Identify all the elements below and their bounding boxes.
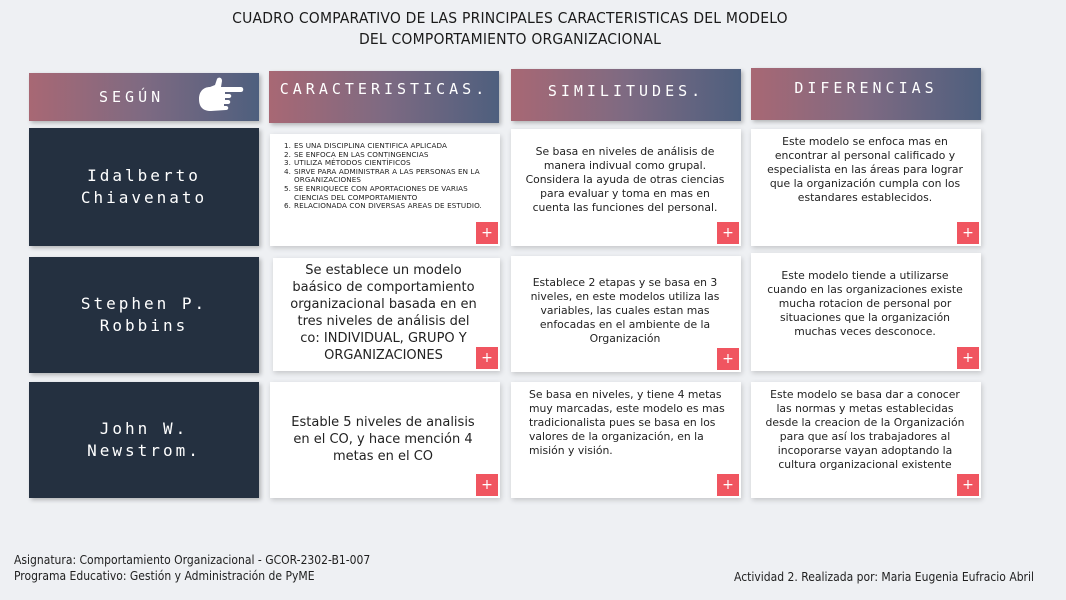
expand-button[interactable]: + <box>957 347 979 369</box>
author-name: Idalberto Chiavenato <box>80 166 208 207</box>
header-similitudes-label: SIMILITUDES. <box>547 82 705 100</box>
row-label-chiavenato <box>29 128 259 246</box>
page-title-line1: CUADRO COMPARATIVO DE LAS PRINCIPALES CARACTERISTICAS DEL MODELO <box>232 9 788 27</box>
characteristics-list <box>270 134 500 211</box>
card-chiavenato-caracteristicas <box>270 134 500 246</box>
card-newstrom-caracteristicas <box>270 382 500 498</box>
diferencias-text: Este modelo se enfoca mas en encontrar al personal calificado y especialista en las áreas para lograr que la organización cumpla con los estandares establecidos. <box>767 135 963 204</box>
footer-left <box>14 552 370 584</box>
list-item: 6. RELACIONADA CON DIVERSAS AREAS DE ESTUDIO. <box>284 201 482 211</box>
header-diferencias <box>751 68 981 120</box>
header-caracteristicas <box>269 71 499 123</box>
header-segun-label: SEGÚN <box>99 88 165 106</box>
similitudes-text: Se basa en niveles, y tiene 4 metas muy marcadas, este modelo es mas tradicionalista pues se basa en los valores de la organización, en la misión y visión. <box>529 388 725 457</box>
footer-programa: Programa Educativo: Gestión y Administración de PyME <box>14 569 315 583</box>
row-label-robbins <box>29 257 259 373</box>
header-similitudes <box>511 69 741 121</box>
list-item: 4. SIRVE PARA ADMINISTRAR A LAS PERSONAS EN LA ORGANIZACIONES <box>284 166 480 185</box>
row-label-newstrom <box>29 382 259 498</box>
header-caracteristicas-label: CARACTERISTICAS. <box>279 80 489 98</box>
caracteristicas-text: Se establece un modelo baásico de comportamiento organizacional basada en en tres niveles de análisis del co: INDIVIDUAL, GRUPO Y ORGANIZACIONES <box>290 263 477 363</box>
author-name: Stephen P. Robbins <box>80 294 208 335</box>
diferencias-text: Este modelo tiende a utilizarse cuando en las organizaciones existe mucha rotacion de personal por situaciones que la organización muchas veces desconoce. <box>767 269 963 338</box>
card-newstrom-similitudes <box>511 382 741 498</box>
expand-button[interactable]: + <box>717 474 739 496</box>
card-robbins-caracteristicas <box>273 258 500 371</box>
page-title <box>190 8 830 50</box>
card-robbins-diferencias <box>751 253 981 371</box>
card-chiavenato-diferencias <box>751 129 981 246</box>
list-item: 2. SE ENFOCA EN LAS CONTINGENCIAS <box>284 149 429 159</box>
expand-button[interactable]: + <box>476 474 498 496</box>
expand-button[interactable]: + <box>476 347 498 369</box>
similitudes-text: Establece 2 etapas y se basa en 3 niveles, en este modelos utiliza las variables, las cuales estan mas enfocadas en el ambiente de la Organización <box>530 276 720 345</box>
similitudes-text: Se basa en niveles de análisis de manera indivual como grupal. Considera la ayuda de otras ciencias para evaluar y toma en mas en cuenta las funciones del personal. <box>525 145 725 214</box>
list-item: 1. ES UNA DISCIPLINA CIENTIFICA APLICADA <box>284 141 447 150</box>
list-item: 5. SE ENRIQUECE CON APORTACIONES DE VARIAS CIENCIAS DEL COMPORTAMIENTO <box>284 183 468 202</box>
expand-button[interactable]: + <box>957 474 979 496</box>
footer-asignatura: Asignatura: Comportamiento Organizacional - GCOR-2302-B1-007 <box>14 553 371 567</box>
header-segun <box>29 73 259 121</box>
expand-button[interactable]: + <box>476 222 498 244</box>
diferencias-text: Este modelo se basa dar a conocer las normas y metas establecidas desde la creacion de la Organización para que así los trabajadores al incoporarse vayan adoptando la cultura organizacional existente <box>765 388 965 471</box>
expand-button[interactable]: + <box>717 348 739 370</box>
card-newstrom-diferencias <box>751 382 981 498</box>
footer-actividad: Actividad 2. Realizada por: Maria Eugenia Eufracio Abril <box>734 570 1034 584</box>
expand-button[interactable]: + <box>717 222 739 244</box>
header-diferencias-label: DIFERENCIAS <box>794 79 938 97</box>
caracteristicas-text: Estable 5 niveles de analisis en el CO, y hace mención 4 metas en el CO <box>291 415 475 464</box>
list-item: 3. UTILIZA MÉTODOS CIENTÍFICOS <box>284 158 411 168</box>
pointing-hand-icon <box>195 77 245 119</box>
card-chiavenato-similitudes <box>511 129 741 246</box>
page-title-line2: DEL COMPORTAMIENTO ORGANIZACIONAL <box>358 30 662 48</box>
card-robbins-similitudes <box>511 256 741 372</box>
expand-button[interactable]: + <box>957 222 979 244</box>
author-name: John W. Newstrom. <box>87 419 201 460</box>
